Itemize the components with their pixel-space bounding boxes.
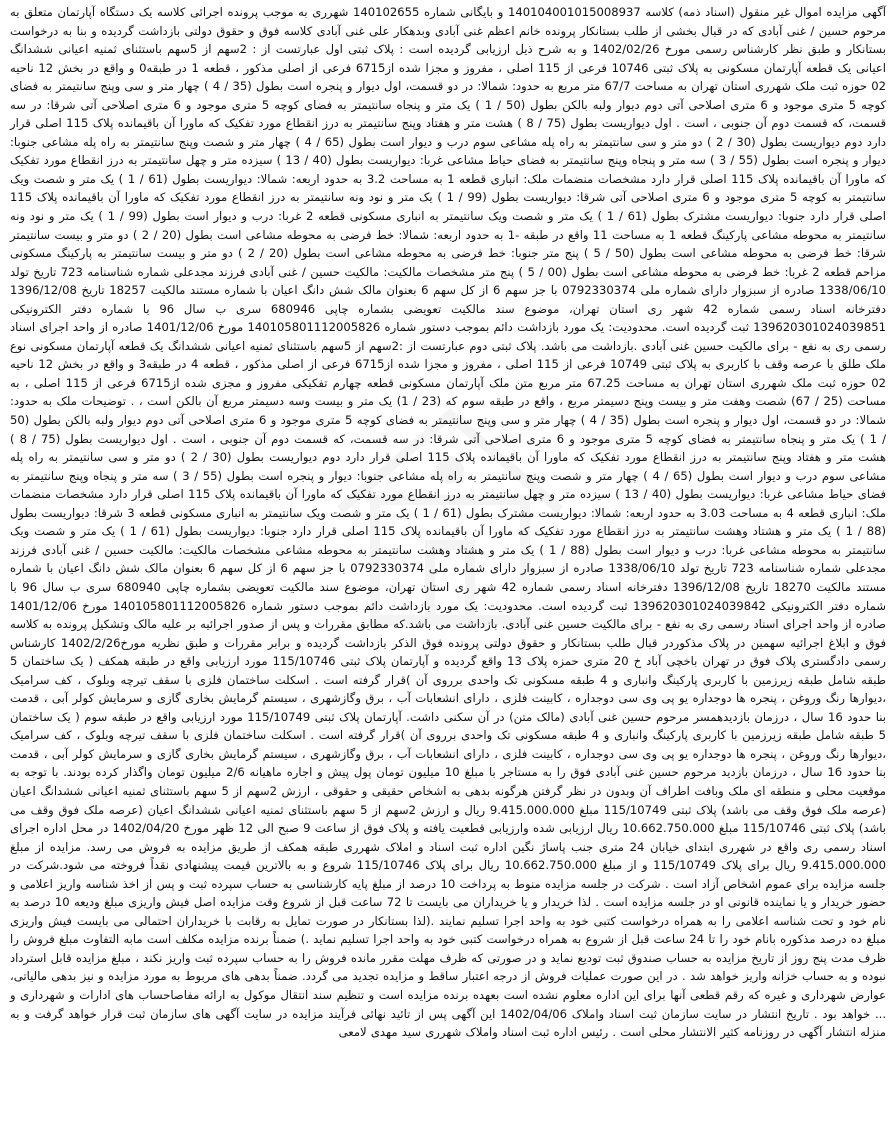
auction-notice-text: آگهی مزایده اموال غیر منقول (اسناد ذمه) کلاسه 140104001015008937 و بایگانی شماره 140102655 شهرری به موجب پرونده اجرائی کلاسه یک دستگاه آپارتمان متعلق به مرحوم حسین / غنی آبادی که در قبال بخشی از طلب بستانکار پرونده خانم اعظم غنی آبادی وبدهکار علی غنی آبادی کلاسه فوق و حقوق دولتی بازداشت گردیده و بنا به درخواست بستانکار و طبق نظر کارشناس رسمی مورخ 1402/02/26 و به شرح ذیل ارزیابی گردیده است : پلاک ثبتی اول عبارتست از : 2سهم از 5سهم باستثنای ثمنیه اعیانی ششدانگ اعیانی یک قطعه آپارتمان مسکونی به پلاک ثبتی 10746 فرعی از 115 اصلی ، مفروز و مجزا شده از6715 فرعی از اصلی مذکور ، قطعه 1 در طبقه0 و واقع در بخش 12 ناحیه 02 حوزه ثبت ملک شهرری استان تهران به مساحت 67/7 متر مربع به حدود: شمالا: در دو قسمت، اول دیوار و پنجره است بطول (35 / 4 ) چهار متر و سی وپنج سانتیمتر به فضای کوچه 5 متری موجود و 6 متری اصلاحی آتی دوم دیوار ولبه بالکن بطول (50 / 1 ) یک متر و پنجاه سانتیمتر به فضای کوچه 5 متری موجود و 6 متری اصلاحی آتی شرقا: در سه قسمت، که قسمت دوم آن جنوبی ، است . اول دیواریست بطول (75 / 8 ) هشت متر و هفتاد وپنج سانتیمتر به درز انقطاع مورد تفکیک که ماورا آن باقیمانده پلاک 115 اصلی قرار دارد دوم دیواریست بطول (30 / 2 ) دو متر و سی سانتیمتر به راه پله مشاعی سوم درب و دیوار است بطول (65 / 4 ) چهار متر و شصت وپنج سانتیمتر به راه پله مشاعی جنوبا: دیوار و پنجره است بطول (55 / 3 ) سه متر و پنجاه وپنج سانتیمتر به فضای حیاط مشاعی غربا: دیواریست بطول (40 / 13 ) سیزده متر و چهل سانتیمتر به درز انقطاع مورد تفکیک که ماورا آن باقیمانده پلاک 115 اصلی قرار دارد مشخصات منضمات ملک: انباری قطعه 1 به مساحت 3.2 به حدود اربعه: شمالا: دیواریست بطول (61 / 1 ) یک متر و شصت ویک سانتیمتر به کوچه 5 متری موجود و 6 متری اصلاحی آتی شرقا: دیواریست بطول (99 / 1 ) یک متر و نود ونه سانتیمتر به درز انقطاع مورد تفکیک که ماورا آن باقیمانده پلاک 115 اصلی قرار دارد جنوبا: دیواریست مشترک بطول (61 / 1 ) یک متر و شصت ویک سانتیمتر به انباری مسکونی قطعه 2 غربا: درب و دیوار است بطول (99 / 1 ) یک متر و نود ونه سانتیمتر به محوطه مشاعی پارکینگ قطعه 1 به مساحت 11 واقع در طبقه -1 به حدود اربعه: شمالا: خط فرضی به محوطه مشاعی است بطول (20 / 2 ) دو متر و بیست سانتیمتر شرقا: خط فرضی به محوطه مشاعی است بطول (50 / 5 ) پنج متر جنوبا: خط فرضی به محوطه مشاعی است بطول (20 / 2 ) دو متر و بیست سانتیمتر به پارکینگ مسکونی مزاحم قطعه 2 غربا: خط فرضی به محوطه مشاعی است بطول (00 / 5 ) پنج متر مشخصات مالکیت: مالکیت حسین / غنی آبادی فرزند مجدعلی شماره شناسنامه 723 تاریخ تولد 1338/06/10 صادره از سبزوار دارای شماره ملی 0792330374 با جز سهم 6 از کل سهم 6 بعنوان مالک شش دانگ اعیان با شماره مستند مالکیت 18257 تاریخ 1396/12/08 دفترخانه اسناد رسمی شماره 42 شهر ری استان تهران، موضوع سند مالکیت تعویضی بشماره چاپی 680946 سری ب سال 96 با شماره دفتر الکترونیکی 139620301024039851 ثبت گردیده است. محدودیت: یک مورد بازداشت دائم بموجب دستور شماره 140105801112005826 مورخ 1401/12/06 صادره از واحد اجرای اسناد رسمی ری به نفع - برای مالکیت حسین غنی آبادی .بازداشت می باشد. پلاک ثبتی دوم عبارتست از :2سهم از 5سهم باستثنای ثمنیه اعیانی ششدانگ یک قطعه آپارتمان مسکونی نوع ملک طلق با عرصه وقف با کاربری به پلاک ثبتی 10749 فرعی از 115 اصلی ، مفروز و مجزا شده از6715 فرعی از اصلی مذکور ، قطعه 4 در طبقه3 و واقع در بخش 12 ناحیه 02 حوزه ثبت ملک شهرری استان تهران به مساحت 67.25 متر مربع متن ملک آپارتمان مسکونی قطعه چهارم تفکیکی مفروز و مجزی شده از6715 فرعی از 115 اصلی ، به مساحت (25 / 67) شصت وهفت متر و بیست وپنج دسیمتر مربع ، واقع در طبقه سوم که (23 / 1) یک متر و بیست وسه دسیمتر مربع آن بالکن است ، . توضیحات ملک به حدود: شمالا: در دو قسمت، اول دیوار و پنجره است بطول (35 / 4 ) چهار متر و سی وپنج سانتیمتر به فضای کوچه 5 متری موجود و 6 متری اصلاحی آتی دوم دیوار ولبه بالکن بطول (50 / 1 ) یک متر و پنجاه سانتیمتر به فضای کوچه 5 متری موجود و 6 متری اصلاحی آتی شرقا: در سه قسمت، که قسمت دوم آن جنوبی ، است . اول دیواریست بطول (75 / 8 ) هشت متر و هفتاد وپنج سانتیمتر به درز انقطاع مورد تفکیک که ماورا آن باقیمانده پلاک 115 اصلی قرار دارد دوم دیواریست بطول (30 / 2 ) دو متر و سی سانتیمتر به راه پله مشاعی سوم درب و دیوار است بطول (65 / 4 ) چهار متر و شصت وپنج سانتیمتر به راه پله مشاعی جنوبا: دیوار و پنجره است بطول (55 / 3 ) سه متر و پنجاه وپنج سانتیمتر به فضای حیاط مشاعی غربا: دیواریست بطول (40 / 13 ) سیزده متر و چهل سانتیمتر به درز انقطاع مورد تفکیک که ماورا آن باقیمانده پلاک 115 اصلی قرار دارد مشخصات منضمات ملک: انباری قطعه 4 به مساحت 3.03 به حدود اربعه: شمالا: دیواریست مشترک بطول (61 / 1 ) یک متر و شصت ویک سانتیمتر به انباری مسکونی قطعه 3 شرقا: دیواریست بطول (88 / 1 ) یک متر و هشتاد وهشت سانتیمتر به درز انقطاع مورد تفکیک که ماورا آن باقیمانده پلاک 115 اصلی قرار دارد جنوبا: دیواریست بطول (61 / 1 ) یک متر و شصت ویک سانتیمتر به محوطه مشاعی غربا: درب و دیوار است بطول (88 / 1 ) یک متر و هشتاد وهشت سانتیمتر به محوطه مشاعی مشخصات مالکیت: مالکیت حسین / غنی آبادی فرزند مجدعلی شماره شناسنامه 723 تاریخ تولد 1338/06/10 صادره از سبزوار دارای شماره ملی 0792330374 با جز سهم 6 از کل سهم 6 بعنوان مالک شش دانگ اعیان با شماره مستند مالکیت 18270 تاریخ 1396/12/08 دفترخانه اسناد رسمی شماره 42 شهر ری استان تهران، موضوع سند مالکیت تعویضی بشماره چاپی 680940 سری ب سال 96 با شماره دفتر الکترونیکی 139620301024039842 ثبت گردیده است. محدودیت: یک مورد بازداشت دائم بموجب دستور شماره 140105801112005826 مورخ 1401/12/06 صادره از واحد اجرای اسناد رسمی ری به نفع - برای مالکیت حسین غنی آبادی. بازداشت می باشد.که مطابق مقررات و پس از صدور اجرائیه بر علیه مالک وتشکیل پرونده به کلاسه فوق و ابلاغ اجرائیه سهمین در پلاک مذکوردر قبال طلب بستانکار و حقوق دولتی پرونده فوق الذکر بازداشت گردیده و برابر مقررات و طبق نظریه مورخ1402/2/26 کارشناس رسمی دادگستری پلاک فوق در تهران باخچی آباد خ 20 متری حمزه پلاک 13 واقع گردیده و آپارتمان پلاک ثبتی 115/10746 مورد ارزیابی واقع در طبقه همکف ( یک ساختمان 5 طبقه شامل طبقه زیرزمین با کاربری پارکینگ وانباری و 4 طبقه مسکونی تک واحدی برروی آن )قرار گرفته است . اسکلت ساختمان فلزی با سقف تیرچه وبلوک ، کف سرامیک ،دیوارها رنگ وروغن ، پنجره ها دوجداره یو پی وی سی دوجداره ، کابینت فلزی ، دارای انشعابات آب ، برق وگازشهری ، سیستم گرمایش بخاری گازی و سرمایش کولر آبی ، قدمت بنا حدود 16 سال ، درزمان بازدیدهمسر مرحوم حسین غنی آبادی (مالک متن) در آن سکنی داشت. آپارتمان پلاک ثبتی 115/10749 مورد ارزیابی واقع در طبقه سوم ( یک ساختمان 5 طبقه شامل طبقه زیرزمین با کاربری پارکینگ وانباری و 4 طبقه مسکونی تک واحدی برروی آن )قرار گرفته است . اسکلت ساختمان فلزی با سقف تیرچه وبلوک ، کف سرامیک ،دیوارها رنگ وروغن ، پنجره ها دوجداره یو پی وی سی دوجداره ، کابینت فلزی ، دارای انشعابات آب ، برق وگازشهری ، سیستم گرمایش بخاری گازی و سرمایش کولر آبی ، قدمت بنا حدود 16 سال ، درزمان بازدید مرحوم حسین غنی آبادی فوق را به مستاجر با مبلغ 10 میلیون تومان پول پیش و اجاره ماهیانه 2/6 میلیون تومان واگذار کرده بودند. با توجه به موقعیت محلی و منطقه ای ملک وبافت اطراف آن وبدون در نظر گرفتن هرگونه بدهی به اشخاص حقیقی و حقوقی ، ارزش 2سهم از 5 سهم باستثنای ثمنیه اعیانی ششدانگ اعیان (عرصه ملک فوق وقف می باشد) پلاک ثبتی 115/10749 مبلغ 9.415.000.000 ریال و ارزش 2سهم از 5 سهم باستثنای ثمنیه اعیانی ششدانگ اعیان (عرصه ملک فوق وقف می باشد) پلاک ثبتی 115/10746 مبلغ 10.662.750.000 ریال ارزیابی شده وارزیابی قطعیت یافته و پلاک فوق از ساعت 9 صبح الی 12 ظهر مورخ 1402/04/20 در محل اداره اجرای اسناد رسمی ری واقع در شهرری ابتدای خیابان 24 متری جنب پاساژ نگین اداره ثبت اسناد و املاک شهرری طبقه همکف از طریق مزایده به فروش می رسد. مزایده از مبلغ 9.415.000.000 ریال برای پلاک 115/10749 و از مبلغ 10.662.750.000 ریال برای پلاک 115/10746 شروع و به بالاترین قیمت پیشنهادی نقداً فروخته می شود.شرکت در جلسه مزایده برای عموم اشخاص آزاد است . شرکت در جلسه مزایده منوط به پرداخت 10 درصد از مبلغ پایه کارشناسی به حساب سپرده ثبت و پس از اخذ شناسه واریز اعلامی و حضور خریدار و یا نماینده قانونی او در جلسه مزایده است . لذا خریدار و یا خریداران می بایست تا 72 ساعت قبل از شروع وقت مزایده اصل فیش واریزی مبلغ ودیعه 10 درصد به نام خود و تحت شناسه اعلامی را به همراه درخواست کتبی خود به واحد اجرا تسلیم نمایند .(لذا بستانکار در صورت تمایل به رقابت با خریداران احتمالی می بایست فیش واریزی مبلغ ده درصد مذکوره بانام خود را تا 24 ساعت قبل از شروع به همراه درخواست کتبی خود به واحد اجرا تسلیم نماید .) ضمناً برنده مزایده مکلف است مابه التفاوت مبلغ فروش را ظرف مدت پنج روز از تاریخ مزایده به حساب صندوق ثبت تودیع نماید و در صورتی که ظرف مهلت مقرر مانده فروش را به حساب سپرده ثبت واریز نکند ، مبلغ مزایده قابل استرداد نبوده و به حساب خزانه واریز خواهد شد . در این صورت عملیات فروش از درجه اعتبار ساقط و مزایده تجدید می گردد. ضمناً بدهی های مربوط به مورد مزایده و نیز بدهی مالیاتی، عوارض شهرداری و غیره که رقم قطعی آنها برای این اداره معلوم نشده است بعهده برنده مزایده است و تنظیم سند انتقال موکول به ارائه مفاصاحساب های ادارات و شهرداری و ... خواهد بود . تاریخ انتشار در سایت سازمان ثبت اسناد واملاک 1402/04/06 این آگهی پس از تائید نهائی فرآیند مزایده در سایت آگهی های سازمان ثبت قرار خواهد گرفت و به منزله انتشار آگهی در روزنامه کثیر الانتشار محلی است . رئیس اداره ثبت اسناد واملاک شهرری سید مهدی لامعی [10, 5, 887, 1040]
